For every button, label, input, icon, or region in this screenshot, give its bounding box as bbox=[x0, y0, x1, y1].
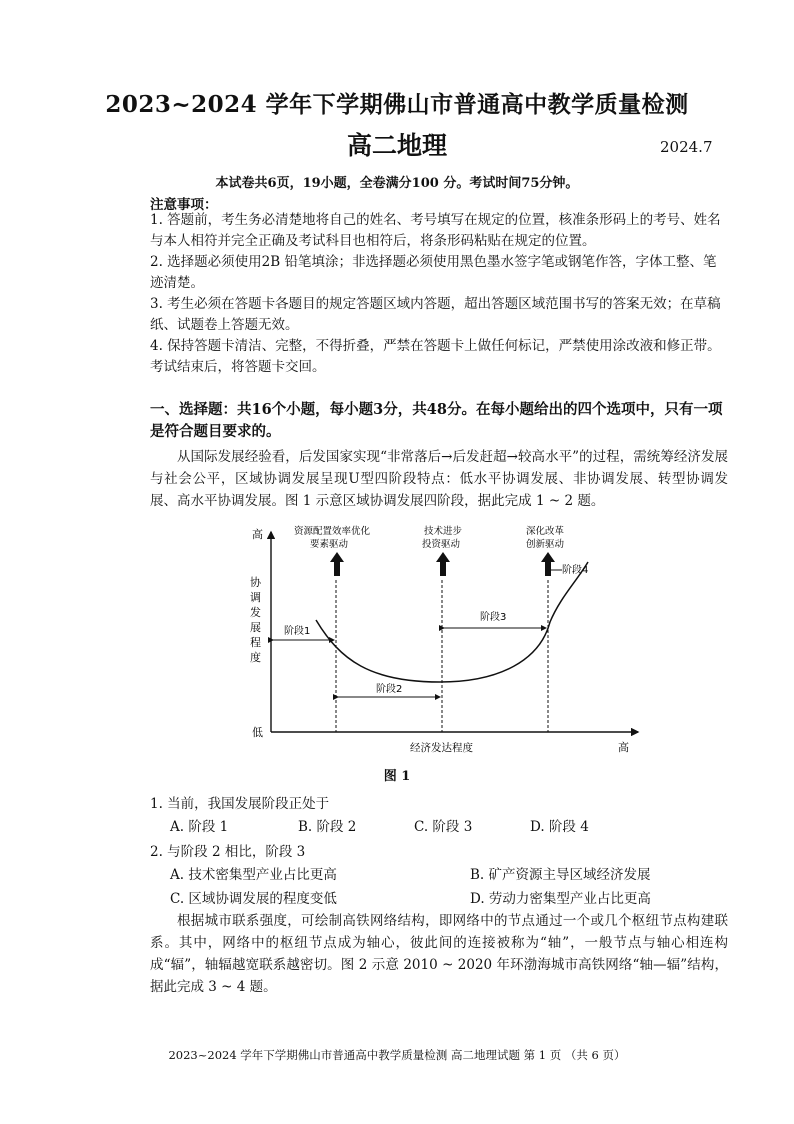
section-heading: 一、选择题：共16个小题，每小题3分，共48分。在每小题给出的四个选项中，只有一项是符合题目要求的。 bbox=[150, 401, 723, 440]
up-arrow-icon bbox=[436, 552, 450, 576]
page-footer: 2023~2024 学年下学期佛山市普通高中教学质量检测 高二地理试题 第 1 页 （共 6 页） bbox=[168, 1048, 626, 1062]
question-1-option[interactable]: C. 阶段 3 bbox=[414, 819, 473, 835]
question-2-option[interactable]: C. 区域协调发展的程度变低 bbox=[170, 891, 337, 907]
notes-heading: 注意事项： bbox=[150, 197, 218, 213]
stage-label: 阶段3 bbox=[480, 612, 507, 623]
y-axis-label bbox=[250, 575, 262, 664]
question-2-stem: 2. 与阶段 2 相比，阶段 3 bbox=[150, 844, 306, 860]
exam-date: 2024.7 bbox=[660, 138, 713, 156]
y-label-char: 展 bbox=[250, 621, 261, 634]
note-item: 4. 保持答题卡清洁、完整，不得折叠，严禁在答题卡上做任何标记，严禁使用涂改液和修正带。考试结束后，将答题卡交回。 bbox=[150, 338, 721, 375]
question-2-option[interactable]: B. 矿产资源主导区域经济发展 bbox=[470, 867, 651, 883]
question-1-option[interactable]: D. 阶段 4 bbox=[530, 819, 589, 835]
stage-label: 阶段1 bbox=[284, 626, 311, 637]
up-arrow-icon bbox=[541, 552, 555, 576]
question-1-stem: 1. 当前，我国发展阶段正处于 bbox=[150, 796, 330, 812]
figure-caption: 图 1 bbox=[383, 769, 411, 784]
driver-label: 资源配置效率优化 bbox=[294, 526, 371, 537]
y-label-char: 协 bbox=[250, 576, 261, 589]
note-item: 3. 考生必须在答题卡各题目的规定答题区域内答题，超出答题区域范围书写的答案无效；在草稿纸、试题卷上答题无效。 bbox=[150, 296, 721, 333]
exam-info: 本试卷共6页，19小题，全卷满分100 分。考试时间75分钟。 bbox=[215, 176, 579, 191]
y-label-char: 发 bbox=[250, 606, 261, 619]
question-2-option[interactable]: A. 技术密集型产业占比更高 bbox=[170, 867, 337, 883]
driver-label: 创新驱动 bbox=[526, 539, 565, 550]
driver-label: 深化改革 bbox=[526, 526, 565, 537]
figure-1 bbox=[240, 520, 660, 760]
up-arrow-icon bbox=[330, 552, 344, 576]
question-2-option[interactable]: D. 劳动力密集型产业占比更高 bbox=[470, 891, 651, 907]
exam-subject: 高二地理 bbox=[346, 131, 447, 160]
exam-title: 2023~2024 学年下学期佛山市普通高中教学质量检测 bbox=[105, 91, 689, 118]
y-label-char: 程 bbox=[250, 636, 261, 649]
note-item: 1. 答题前，考生务必清楚地将自己的姓名、考号填写在规定的位置，核准条形码上的考号、姓名与本人相符并完全正确及考试科目也相符后，将条形码粘贴在规定的位置。 bbox=[150, 212, 721, 249]
y-label-char: 度 bbox=[250, 651, 261, 664]
x-axis-label: 经济发达程度 bbox=[410, 742, 473, 754]
development-curve bbox=[316, 562, 588, 682]
context-paragraph: 根据城市联系强度，可绘制高铁网络结构，即网络中的节点通过一个或几个枢纽节点构建联系。其中，网络中的枢纽节点成为轴心，彼此间的连接被称为“轴”，一般节点与轴心相连构成“辐”，轴辐越宽联系越密切。图 2 示意 2010 ~ 2020 年环渤海城市高铁网络“轴—辐”结构，据此完成 3 ~ 4 题。 bbox=[150, 913, 728, 995]
stage-label: 阶段2 bbox=[376, 684, 403, 695]
question-1-option[interactable]: B. 阶段 2 bbox=[298, 819, 357, 835]
driver-label: 技术进步 bbox=[424, 526, 463, 537]
question-1-option[interactable]: A. 阶段 1 bbox=[170, 819, 229, 835]
x-axis-high: 高 bbox=[618, 741, 629, 754]
y-label-char: 调 bbox=[250, 591, 261, 604]
driver-label: 投资驱动 bbox=[422, 539, 461, 550]
note-item: 2. 选择题必须使用2B 铅笔填涂；非选择题必须使用黑色墨水签字笔或钢笔作答，字体工整、笔迹清楚。 bbox=[150, 254, 717, 291]
driver-label: 要素驱动 bbox=[310, 539, 349, 550]
stage-label: 阶段4 bbox=[562, 565, 589, 576]
y-axis-high: 高 bbox=[252, 528, 263, 541]
y-axis-low: 低 bbox=[252, 726, 263, 739]
intro-paragraph: 从国际发展经验看，后发国家实现“非常落后→后发赶超→较高水平”的过程，需统筹经济发展与社会公平，区域协调发展呈现U型四阶段特点：低水平协调发展、非协调发展、转型协调发展、高水平协调发展。图 1 示意区域协调发展四阶段，据此完成 1 ~ 2 题。 bbox=[150, 449, 728, 509]
